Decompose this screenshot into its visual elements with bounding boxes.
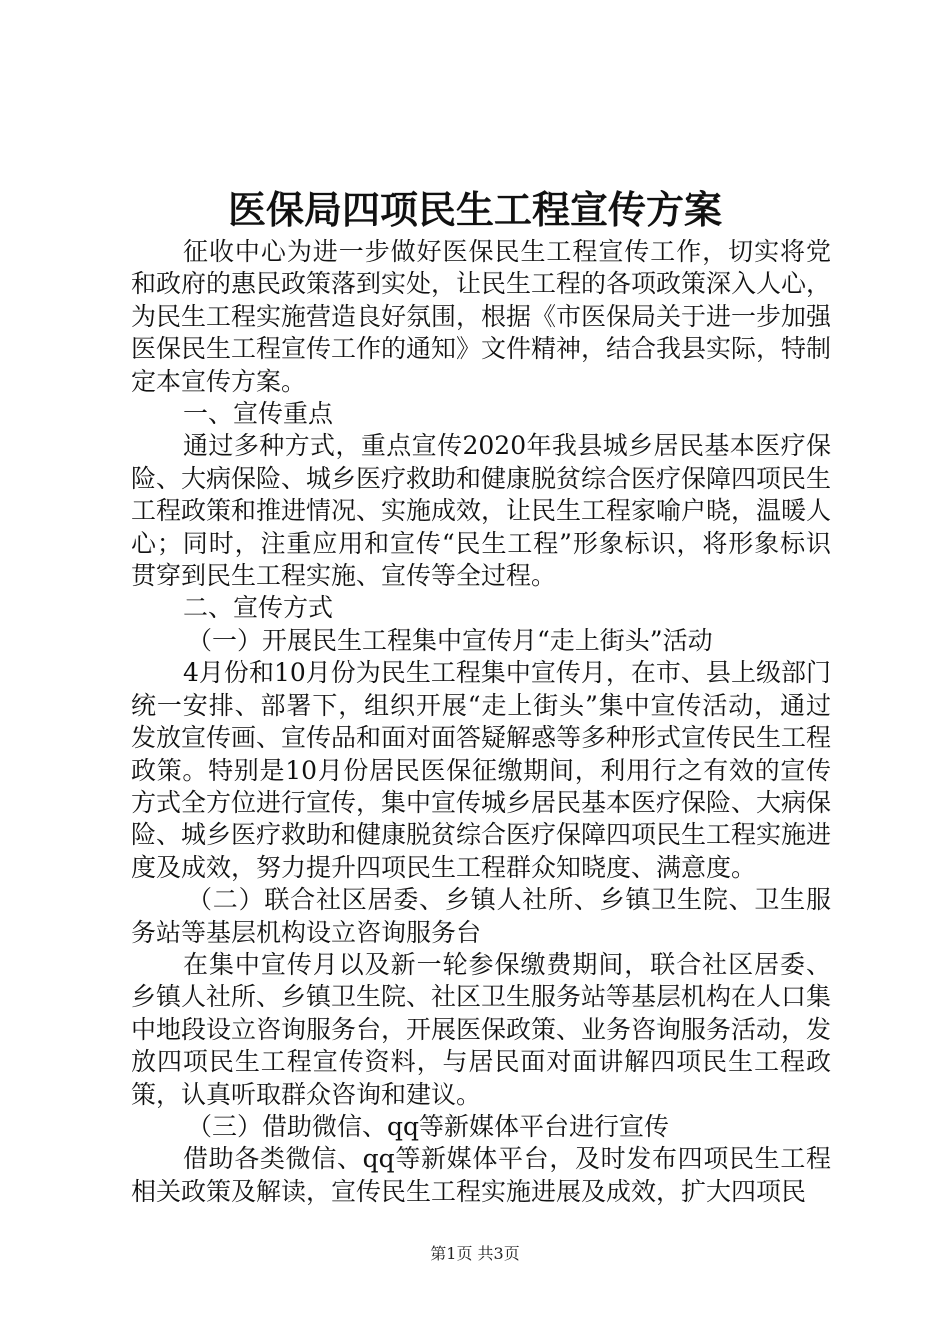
subsection-2-paragraph: 在集中宣传月以及新一轮参保缴费期间，联合社区居委、乡镇人社所、乡镇卫生院、社区卫生服务站等基层机构在人口集中地段设立咨询服务台，开展医保政策、业务咨询服务活动，发放四项民生工程宣传资料，与居民面对面讲解四项民生工程政策，认真听取群众咨询和建议。 [131,949,832,1109]
page-number-footer: 第1页 共3页 [430,1244,520,1263]
subsection-heading-2: （二）联合社区居委、乡镇人社所、乡镇卫生院、卫生服务站等基层机构设立咨询服务台 [131,885,831,947]
intro-paragraph: 征收中心为进一步做好医保民生工程宣传工作，切实将党和政府的惠民政策落到实处，让民生工程的各项政策深入人心，为民生工程实施营造良好氛围，根据《市医保局关于进一步加强医保民生工程宣传工作的通知》文件精神，结合我县实际，特制定本宣传方案。 [131,237,832,396]
subsection-heading-3: （三）借助微信、qq等新媒体平台进行宣传 [187,1111,670,1141]
document-body [131,236,831,1208]
document-title: 医保局四项民生工程宣传方案 [227,187,722,232]
subsection-heading-1: （一）开展民生工程集中宣传月“走上街头”活动 [187,625,713,655]
section-heading-2: 二、宣传方式 [183,593,334,623]
subsection-1-paragraph: 4月份和10月份为民生工程集中宣传月，在市、县上级部门统一安排、部署下，组织开展“走上街头”集中宣传活动，通过发放宣传画、宣传品和面对面答疑解惑等多种形式宣传民生工程政策。特别是10月份居民医保征缴期间，利用行之有效的宣传方式全方位进行宣传，集中宣传城乡居民基本医疗保险、大病保险、城乡医疗救助和健康脱贫综合医疗保障四项民生工程实施进度及成效，努力提升四项民生工程群众知晓度、满意度。 [131,658,832,882]
subsection-3-paragraph: 借助各类微信、qq等新媒体平台，及时发布四项民生工程相关政策及解读，宣传民生工程实施进展及成效，扩大四项民 [131,1144,831,1206]
section-heading-1: 一、宣传重点 [183,399,334,429]
section-1-paragraph: 通过多种方式，重点宣传2020年我县城乡居民基本医疗保险、大病保险、城乡医疗救助和健康脱贫综合医疗保障四项民生工程政策和推进情况、实施成效，让民生工程家喻户晓，温暖人心；同时，注重应用和宣传“民生工程”形象标识，将形象标识贯穿到民生工程实施、宣传等全过程。 [131,431,832,591]
